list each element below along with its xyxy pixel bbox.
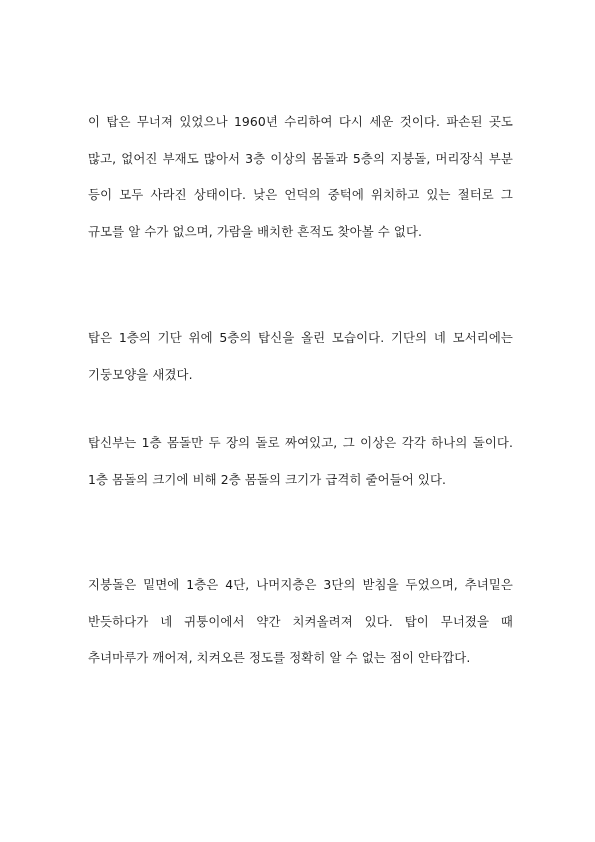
paragraph-collapse-history: 이 탑은 무너져 있었으나 1960년 수리하여 다시 세운 것이다. 파손된 곳도 많고, 없어진 부재도 많아서 3층 이상의 몸돌과 5층의 지붕돌, 머리장식 부분 등이 모두 사라진 상태이다. 낮은 언덕의 중턱에 위치하고 있는 절터로 그 규모를 알 수가 없으며, 가람을 배치한 흔적도 찾아볼 수 없다.: [88, 114, 513, 239]
paragraph-body-stones: 탑신부는 1층 몸돌만 두 장의 돌로 짜여있고, 그 이상은 각각 하나의 돌이다. 1층 몸돌의 크기에 비해 2층 몸돌의 크기가 급격히 줄어들어 있다.: [88, 435, 513, 487]
paragraph-roof-stones: 지붕돌은 밑면에 1층은 4단, 나머지층은 3단의 받침을 두었으며, 추녀밑은 반듯하다가 네 귀퉁이에서 약간 치켜올려져 있다. 탑이 무너졌을 때 추녀마루가 깨어져, 치켜오른 정도를 정확히 알 수 없는 점이 안타깝다.: [88, 577, 513, 665]
paragraph-base-structure: 탑은 1층의 기단 위에 5층의 탑신을 올린 모습이다. 기단의 네 모서리에는 기둥모양을 새겼다.: [88, 330, 513, 382]
